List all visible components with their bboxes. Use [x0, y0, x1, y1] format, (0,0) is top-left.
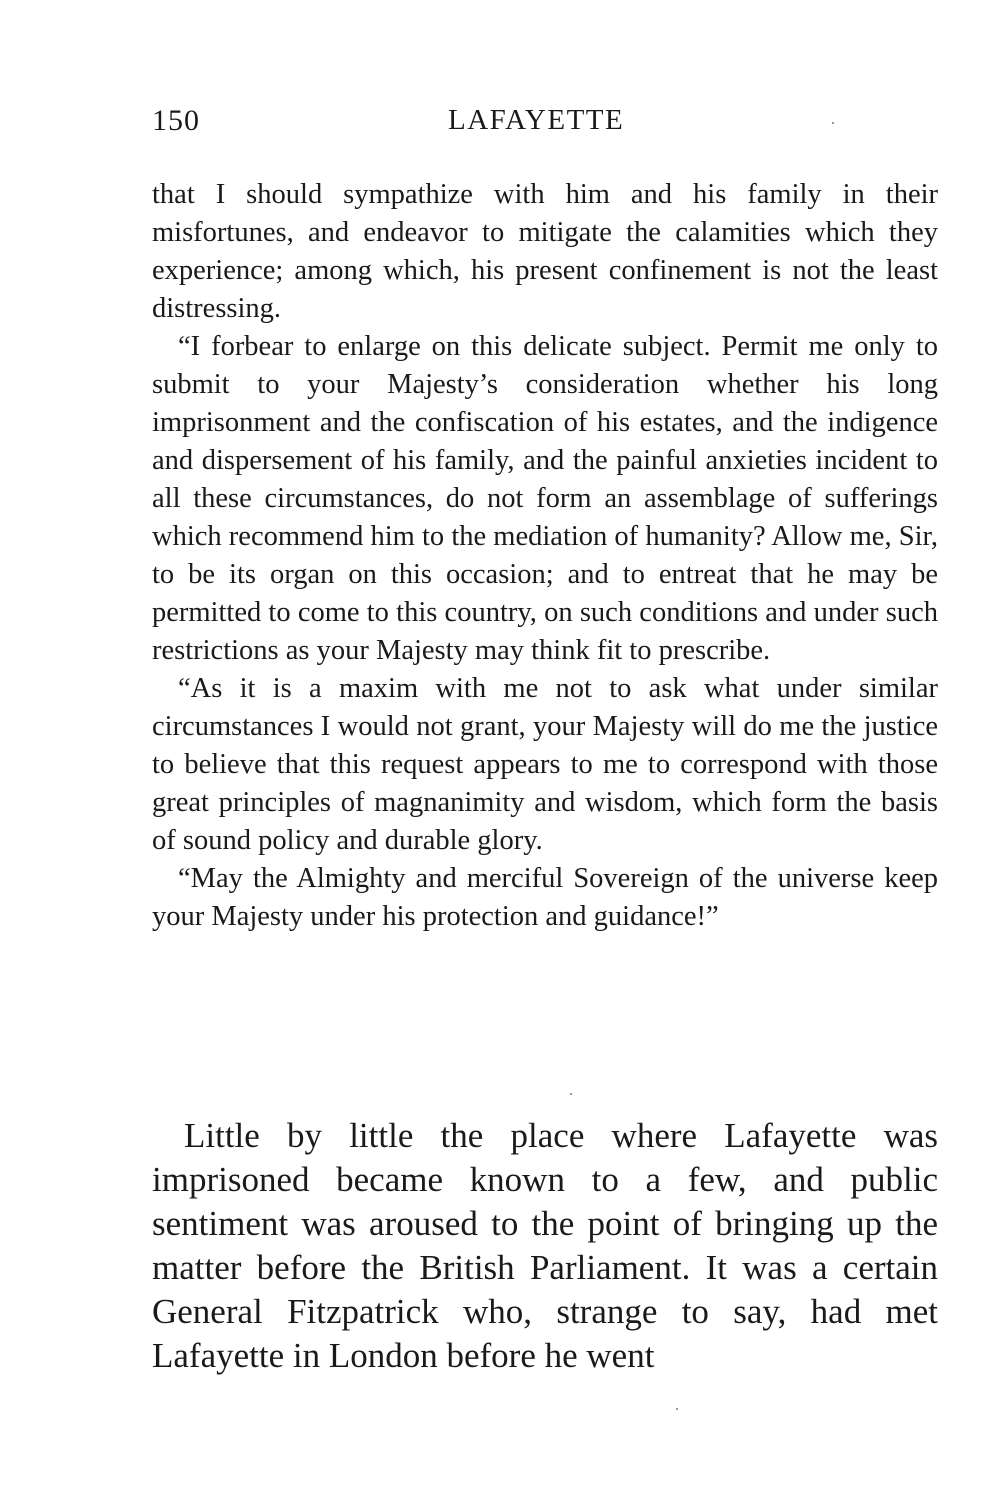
letter-paragraph: that I should sympathize with him and his family in their misfortunes, and endeavor to mitigate the calamities which they experience; among which, his present confinement is not the least distressing.: [152, 179, 938, 324]
letter-paragraph: “May the Almighty and merciful Sovereign of the universe keep your Majesty under his protection and guidance!”: [152, 863, 938, 932]
print-speck: [832, 122, 834, 124]
letter-paragraph: “I forbear to enlarge on this delicate subject. Permit me only to submit to your Majesty’s consideration whether his long imprisonment and the confiscation of his estates, and the indigence and dispersement of his family, and the painful anxieties incident to all these circumstances, do not form an assemblage of sufferings which recommend him to the mediation of humanity? Allow me, Sir, to be its organ on this occasion; and to entreat that he may be permitted to come to this country, on such conditions and under such restrictions as your Majesty may think fit to prescribe.: [152, 331, 938, 666]
print-speck: [570, 1093, 572, 1095]
print-speck: [676, 1408, 678, 1410]
running-title: LAFAYETTE: [448, 104, 625, 136]
letter-paragraph: “As it is a maxim with me not to ask what under similar circumstances I would not grant, your Majesty will do me the justice to believe that this request appears to me to correspond with those great principles of magnanimity and wisdom, which form the basis of sound policy and durable glory.: [152, 673, 938, 856]
quoted-letter: [152, 176, 938, 936]
page-header: [152, 104, 938, 146]
narrative-text: [152, 1114, 938, 1378]
page-number: 150: [152, 104, 200, 137]
narrative-paragraph: Little by little the place where Lafayette was imprisoned became known to a few, and public sentiment was aroused to the point of bringing up the matter before the British Parliament. It was a certain General Fitzpatrick who, strange to say, had met Lafayette in London before he went: [152, 1116, 938, 1375]
